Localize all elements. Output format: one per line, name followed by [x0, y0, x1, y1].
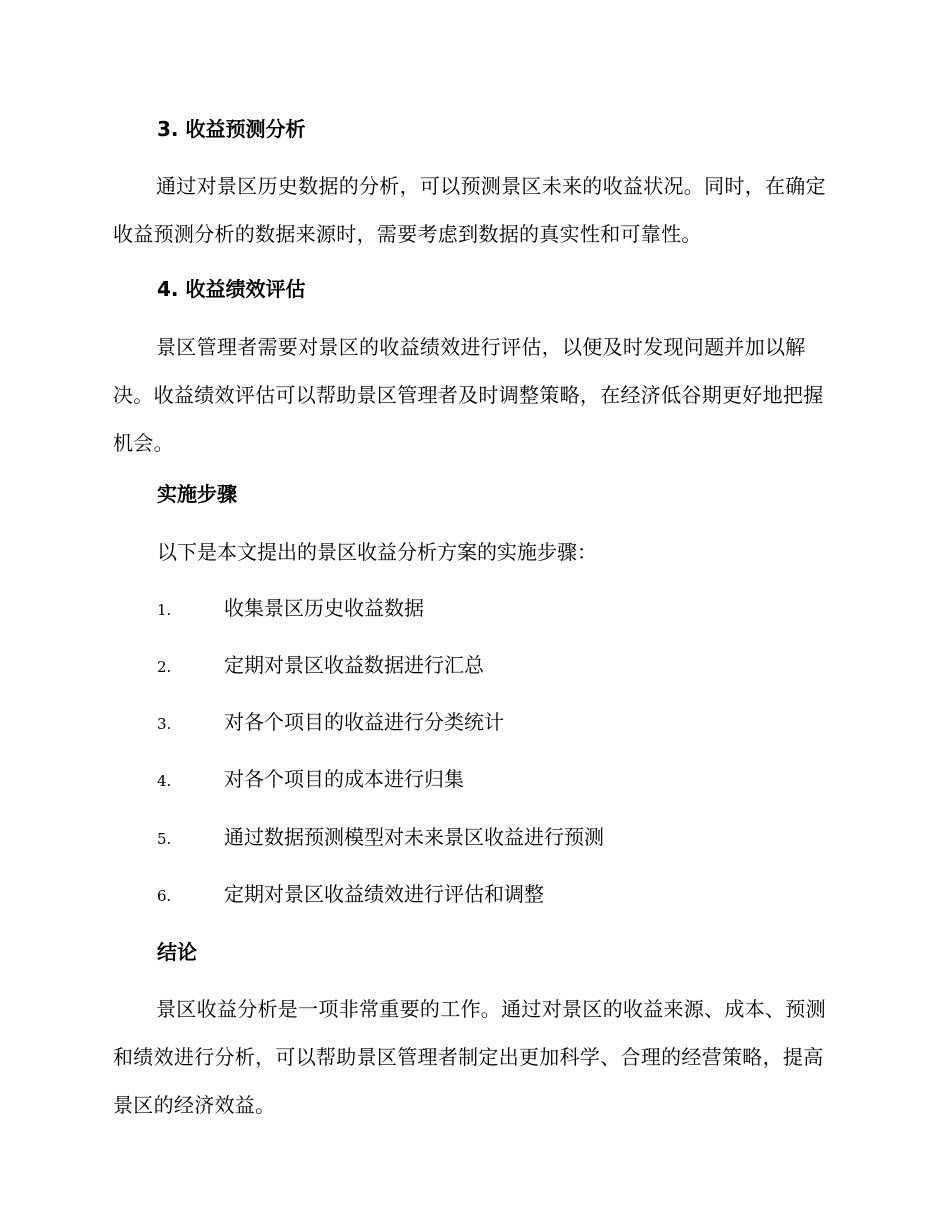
list-item-text: 收集景区历史收益数据 [224, 596, 424, 620]
list-item-number: 3. [157, 715, 172, 733]
conclusion-heading: 结论 [157, 940, 197, 964]
implementation-intro: 以下是本文提出的景区收益分析方案的实施步骤： [157, 540, 597, 564]
section-body-revenue-forecast: 通过对景区历史数据的分析，可以预测景区未来的收益状况。同时，在确定收益预测分析的数据来源时，需要考虑到数据的真实性和可靠性。 [113, 174, 826, 246]
list-item-text: 定期对景区收益绩效进行评估和调整 [224, 882, 544, 906]
list-item [157, 880, 837, 908]
list-item-number: 6. [157, 887, 172, 905]
list-item-number: 4. [157, 772, 172, 790]
list-item-number: 5. [157, 830, 172, 848]
list-item-text: 对各个项目的收益进行分类统计 [224, 710, 504, 734]
list-item-text: 定期对景区收益数据进行汇总 [224, 653, 484, 677]
section-heading-performance-evaluation: 4. 收益绩效评估 [157, 277, 306, 301]
section-body-performance-evaluation: 景区管理者需要对景区的收益绩效进行评估，以便及时发现问题并加以解决。收益绩效评估可以帮助景区管理者及时调整策略，在经济低谷期更好地把握机会。 [113, 335, 824, 455]
list-item [157, 765, 837, 793]
list-item-text: 通过数据预测模型对未来景区收益进行预测 [224, 825, 604, 849]
implementation-heading: 实施步骤 [157, 482, 237, 506]
section-heading-revenue-forecast: 3. 收益预测分析 [157, 117, 306, 141]
list-item [157, 651, 837, 679]
list-item-number: 1. [157, 601, 172, 619]
list-item [157, 823, 837, 851]
list-item [157, 708, 837, 736]
conclusion-body: 景区收益分析是一项非常重要的工作。通过对景区的收益来源、成本、预测和绩效进行分析，可以帮助景区管理者制定出更加科学、合理的经营策略，提高景区的经济效益。 [113, 997, 826, 1117]
list-item-text: 对各个项目的成本进行归集 [224, 767, 464, 791]
list-item [157, 594, 837, 622]
list-item-number: 2. [157, 658, 172, 676]
